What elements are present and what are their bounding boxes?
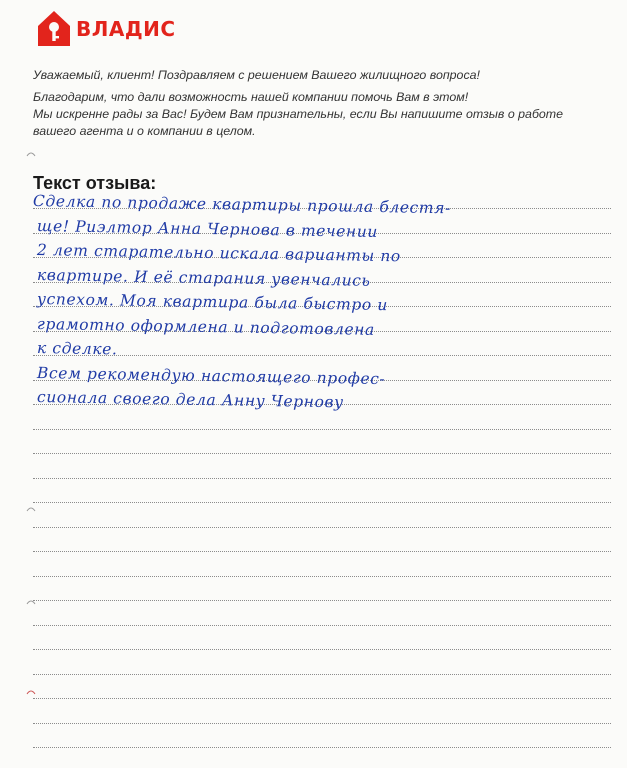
ruled-line — [33, 625, 611, 626]
ruled-line — [33, 453, 611, 454]
ruled-line — [33, 478, 611, 479]
ruled-line — [33, 747, 611, 748]
brand-name: ВЛАДИС — [76, 17, 176, 41]
handwritten-line: сионала своего дела Анну Чернову — [36, 388, 344, 412]
thanks-line: Благодарим, что дали возможность нашей компании помочь Вам в этом! — [33, 90, 469, 104]
ruled-line — [33, 551, 611, 552]
ruled-line — [33, 527, 611, 528]
thanks-line: вашего агента и о компании в целом. — [33, 124, 256, 138]
ruled-line — [33, 576, 611, 577]
thanks-line: Мы искренне рады за Вас! Будем Вам признательны, если Вы напишите отзыв о работе — [33, 107, 564, 121]
handwritten-line: успехом. Моя квартира была быстро и — [36, 290, 389, 315]
punch-mark-icon — [26, 150, 36, 160]
handwritten-line: 2 лет старательно искала варианты по — [36, 241, 401, 266]
logo — [36, 10, 176, 48]
handwritten-line: Сделка по продаже квартиры прошла блестя- — [32, 192, 452, 218]
greeting-text: Уважаемый, клиент! Поздравляем с решением Вашего жилищного вопроса! — [33, 68, 480, 82]
ruled-line — [33, 674, 611, 675]
ruled-line — [33, 429, 611, 430]
review-title: Текст отзыва: — [33, 173, 157, 193]
ruled-line — [33, 355, 611, 356]
ruled-line — [33, 723, 611, 724]
ruled-line — [33, 600, 611, 601]
ruled-line — [33, 698, 611, 699]
handwritten-line: грамотно оформлена и подготовлена — [36, 314, 375, 339]
ruled-line — [33, 502, 611, 503]
thanks-text — [33, 89, 593, 140]
house-key-logo-icon — [36, 10, 72, 48]
handwritten-line: ще! Риэлтор Анна Чернова в течении — [36, 216, 379, 241]
handwritten-line: квартире. И её старания увенчались — [36, 265, 371, 290]
ruled-line — [33, 649, 611, 650]
handwritten-line: Всем рекомендую настоящего профес- — [36, 363, 386, 388]
handwritten-line: к сделке. — [36, 339, 118, 359]
